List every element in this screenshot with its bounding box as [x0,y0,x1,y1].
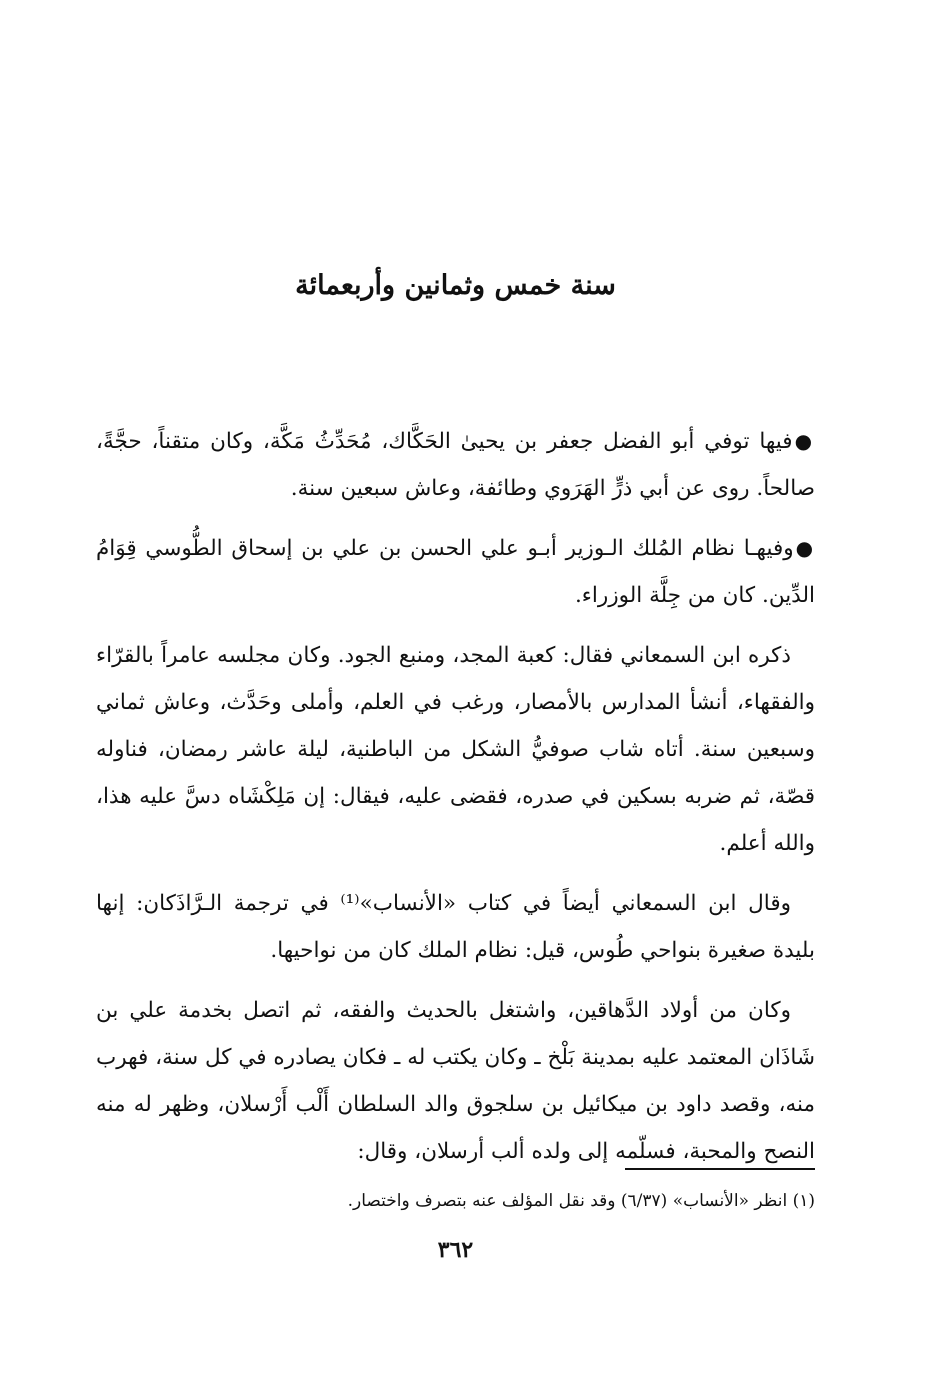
paragraph-death-nizam-al-mulk [96,525,815,619]
page-number: ٣٦٢ [437,1237,474,1263]
paragraph-origins [96,987,815,1175]
footnote-divider [625,1168,815,1170]
paragraph-text: فيها توفي أبو الفضل جعفر بن يحيىٰ الحَكَّاك، مُحَدِّثُ مَكَّة، وكان متقناً، حجَّةً، صالحاً. روى عن أبي ذرٍّ الهَرَوي وطائفة، وعاش سبعين سنة. [96,429,815,501]
paragraph-death-jafar [96,418,815,512]
paragraph-text: ذكره ابن السمعاني فقال: كعبة المجد، ومنبع الجود. وكان مجلسه عامراً بالقرّاء والفقهاء، أنشأ المدارس بالأمصار، ورغب في العلم، وأملى وحَدَّث، وعاش ثماني وسبعين سنة. أتاه شاب صوفيُّ الشكل من الباطنية، ليلة عاشر رمضان، فناوله قصّة، ثم ضربه بسكين في صدره، فقضى عليه، فيقال: إن مَلِكْشَاه دسَّ عليه هذا، والله أعلم. [96,643,815,856]
chapter-title: سنة خمس وثمانين وأربعمائة [295,270,616,301]
paragraph-al-ansab-reference [96,880,815,974]
paragraph-ibn-al-samani-quote [96,632,815,867]
bullet-icon: ● [795,536,816,560]
paragraph-text: وفيهـا نظام المُلك الـوزير أبـو علي الحسن بن علي بن إسحاق الطُّوسي قِوَامُ الدِّين. كان من جِلَّة الوزراء. [96,536,815,608]
book-page [96,0,815,1379]
body-text [96,418,815,1188]
footnote: (١) انظر «الأنساب» (٦/٣٧) وقد نقل المؤلف عنه بتصرف واختصار. [347,1191,815,1211]
paragraph-text: وقال ابن السمعاني أيضاً في كتاب «الأنساب»⁽¹⁾ في ترجمة الـرَّاذَكان: إنها بليدة صغيرة بنواحي طُوس، قيل: نظام الملك كان من نواحيها. [96,891,815,963]
paragraph-text: وكان من أولاد الدَّهاقين، واشتغل بالحديث والفقه، ثم اتصل بخدمة علي بن شَاذَان المعتمد عليه بمدينة بَلْخ ـ وكان يكتب له ـ فكان يصادره في كل سنة، فهرب منه، وقصد داود بن ميكائيل بن سلجوق والد السلطان أَلْب أَرْسلان، وظهر له منه النصح والمحبة، فسلّمه إلى ولده ألب أرسلان، وقال: [96,998,815,1164]
bullet-icon: ● [794,429,816,453]
